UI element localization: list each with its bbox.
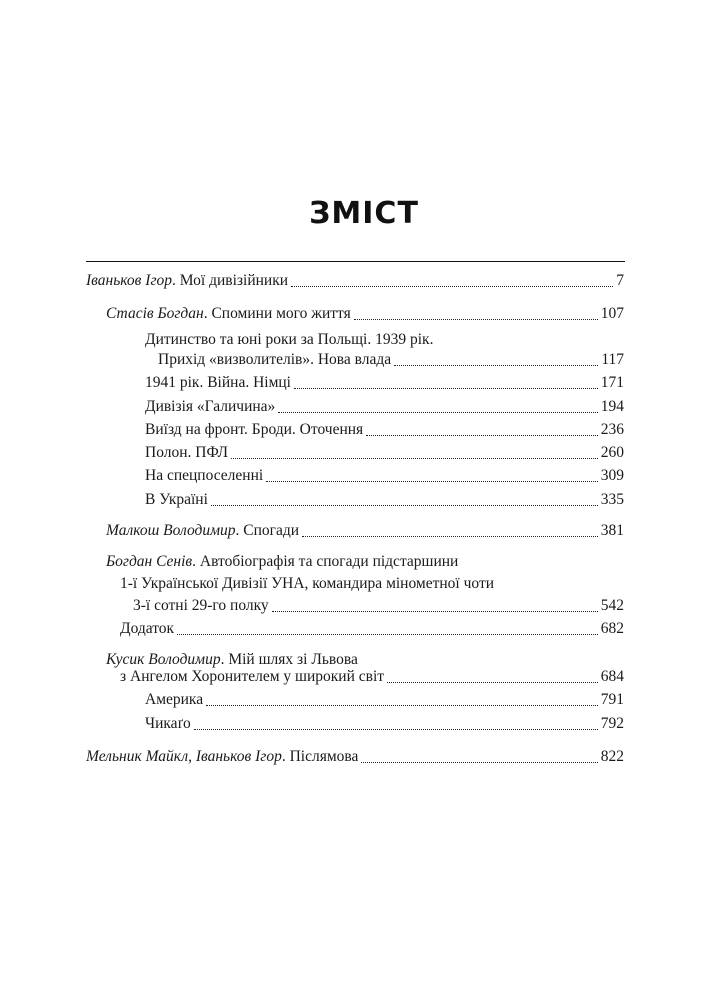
toc-page: 309: [600, 467, 624, 484]
toc-title: На спецпоселенні: [145, 467, 264, 484]
toc-entry[interactable]: [145, 689, 624, 711]
dot-leader: [272, 610, 598, 612]
toc-title: 3-ї сотні 29-го полку: [133, 597, 269, 614]
toc-title: Полон. ПФЛ: [145, 444, 229, 461]
toc-page: 107: [600, 305, 624, 322]
toc-page: 194: [600, 398, 624, 415]
toc-author: Мельник Майкл, Іваньков Ігор: [86, 748, 282, 765]
toc-title: Спомини мого життя: [211, 305, 351, 322]
toc-entry[interactable]: Мельник Майкл, Іваньков Ігор. Післямова 822: [86, 746, 624, 768]
toc-title-line: 1-ї Української Дивізії УНА, командира мінометної чоти: [120, 575, 495, 592]
toc-author: Іваньков Ігор: [86, 272, 172, 289]
toc-author: Кусик Володимир: [106, 651, 221, 668]
toc-page: 542: [600, 597, 624, 614]
toc-entry[interactable]: [145, 465, 624, 487]
dot-leader: [278, 411, 597, 413]
toc-title: Прихід «визволителів». Нова влада: [158, 351, 392, 368]
toc-entry-line: [145, 329, 433, 351]
toc-page: 7: [616, 272, 624, 289]
toc-page: 684: [600, 668, 624, 685]
toc-author: Малкош Володимир: [106, 522, 236, 539]
toc-entry-line: Богдан Сенів. Автобіографія та спогади підстаршини: [106, 553, 459, 570]
toc-title-line: Дитинство та юні роки за Польщі. 1939 рік.: [145, 331, 434, 348]
toc-page: 381: [600, 522, 624, 539]
toc-author: Богдан Сенів: [106, 553, 193, 570]
dot-leader: [177, 633, 598, 635]
toc-author: Стасів Богдан: [106, 305, 204, 322]
toc-entry[interactable]: [145, 396, 624, 418]
toc-entry[interactable]: [120, 618, 624, 640]
dot-leader: [294, 387, 598, 389]
toc-page: 822: [600, 748, 624, 765]
toc-title: Дивізія «Галичина»: [145, 398, 276, 415]
toc-page: 792: [600, 715, 624, 732]
toc-page: 682: [600, 620, 624, 637]
dot-leader: [194, 728, 598, 730]
dot-leader: [387, 681, 598, 683]
toc-entry[interactable]: Іваньков Ігор. Мої дивізійники 7: [86, 270, 624, 292]
toc-title: Мої дивізійники: [179, 272, 289, 289]
dot-leader: [211, 504, 598, 506]
toc-page: 236: [600, 421, 624, 438]
dot-leader: [354, 318, 598, 320]
page-title: ЗМІСТ: [309, 196, 419, 231]
dot-leader: [302, 535, 598, 537]
toc-title: Чикаґо: [145, 715, 191, 732]
toc-title: з Ангелом Хоронителем у широкий світ: [120, 668, 385, 685]
toc-entry-line: [120, 573, 494, 595]
toc-title: 1941 рік. Війна. Німці: [145, 374, 291, 391]
toc-title: Додаток: [120, 620, 175, 637]
toc-title-line: Мій шлях зі Львова: [228, 651, 358, 668]
toc-entry[interactable]: [145, 372, 624, 394]
dot-leader: [366, 434, 598, 436]
toc-entry[interactable]: [145, 419, 624, 441]
toc-title: Виїзд на фронт. Броди. Оточення: [145, 421, 364, 438]
dot-leader: [266, 480, 598, 482]
toc-page: 117: [601, 351, 624, 368]
toc-entry[interactable]: [145, 489, 624, 511]
toc-title: Спогади: [243, 522, 300, 539]
toc-page: 260: [600, 444, 624, 461]
toc-page: 335: [600, 491, 624, 508]
toc-entry[interactable]: [145, 713, 624, 735]
toc-page: 791: [600, 691, 624, 708]
toc-entry[interactable]: Стасів Богдан. Спомини мого життя 107: [106, 303, 624, 325]
toc-title: В Україні: [145, 491, 208, 508]
toc-entry[interactable]: [158, 349, 624, 371]
dot-leader: [231, 457, 598, 459]
dot-leader: [394, 364, 598, 366]
toc-title: Післямова: [289, 748, 359, 765]
toc-entry[interactable]: [120, 666, 624, 688]
toc-entry-line: Кусик Володимир. Мій шлях зі Львова: [106, 651, 358, 668]
toc-entry[interactable]: Малкош Володимир. Спогади 381: [106, 520, 624, 542]
toc-page: 171: [600, 374, 624, 391]
dot-leader: [291, 285, 613, 287]
toc-entry[interactable]: [133, 595, 624, 617]
toc-title-line: Автобіографія та спогади підстаршини: [199, 553, 459, 570]
toc-entry[interactable]: [145, 442, 624, 464]
dot-leader: [206, 704, 598, 706]
toc-title: Америка: [145, 691, 204, 708]
dot-leader: [361, 761, 597, 763]
